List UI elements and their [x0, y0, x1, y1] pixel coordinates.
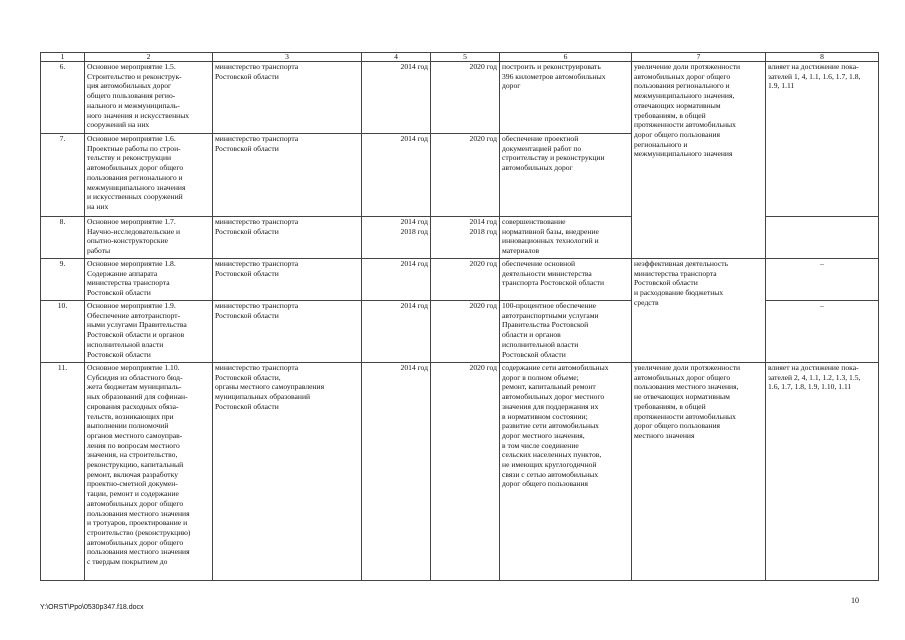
result-cell [500, 217, 632, 259]
cell-text-line: в нормативном состоянии; [502, 411, 588, 421]
cell-text-line: Ростовской области, [215, 372, 281, 382]
cell-text-line: 2014 год [400, 62, 428, 71]
cell-text-line: инновационных технологий и [502, 236, 599, 246]
cell-text-line: совершенствование [502, 217, 566, 226]
cell-text-line: министерство транспорта [215, 62, 299, 71]
result-cell [500, 259, 632, 301]
measure-cell [85, 62, 213, 134]
cell-text-line: и расходование бюджетных [634, 288, 724, 298]
cell-text-line: Основное мероприятие 1.6. [87, 134, 176, 143]
row-number: 6. [41, 62, 85, 134]
indicators-dash: – [766, 301, 879, 363]
cell-text-line: органы местного самоуправления [215, 382, 325, 392]
cell-text-line: Ростовской области и органов [87, 330, 185, 340]
cell-text-line: автомобильных дорог общего [87, 498, 184, 508]
cell-text-line: 1.6, 1.7, 1.8, 1.9, 1.10, 1.11 [768, 382, 852, 392]
cell-text-line: в том числе соединение [502, 440, 579, 450]
cell-text-line: протяженности автомобильных [634, 411, 736, 421]
table-row [41, 259, 879, 301]
cell-text-line: связи с сетью автомобильных [502, 469, 599, 479]
cell-text-line: влияет на достижение пока- [768, 363, 859, 372]
cell-text-line: и тротуаров, проектирование и [87, 518, 188, 528]
cell-text-line: и искусственных сооружений [87, 192, 183, 202]
column-number: 6 [500, 53, 632, 62]
measure-cell [85, 363, 213, 581]
cell-text-line: Ростовской области [87, 349, 151, 359]
cell-text-line: обеспечение проектной [502, 134, 579, 143]
cell-text-line: дорог [502, 81, 521, 91]
table-row [41, 62, 879, 134]
cell-text-line: Основное мероприятие 1.5. [87, 62, 176, 71]
cell-text-line: проектно-сметной докумен- [87, 479, 178, 489]
cell-text-line: влияет на достижение пока- [768, 62, 859, 71]
cell-text-line: материалов [502, 246, 540, 256]
cell-text-line: Проектные работы по строи- [87, 143, 181, 153]
cell-text-line: построить и реконструировать [502, 62, 601, 71]
measure-cell [85, 217, 213, 259]
cell-text-line: пользования регионального и [634, 81, 730, 91]
cell-text-line: 396 километров автомобильных [502, 71, 606, 81]
cell-text-line: с твердым покрытием до [87, 557, 168, 567]
end-year-cell [431, 363, 500, 581]
cell-text-line: Ростовской области [215, 71, 279, 81]
cell-text-line: 2014 год [469, 217, 497, 226]
cell-text-line: Основное мероприятие 1.9. [87, 301, 176, 310]
row-number: 9. [41, 259, 85, 301]
row-number: 8. [41, 217, 85, 259]
cell-text-line: области и органов [502, 330, 561, 340]
cell-text-line: министерства транспорта [634, 268, 717, 278]
cell-text-line: 2020 год [469, 363, 497, 372]
cell-text-line: 1.9, 1.11 [768, 81, 795, 91]
cell-text-line: Основное мероприятие 1.8. [87, 259, 176, 268]
end-year-cell [431, 301, 500, 363]
cell-text-line: 2020 год [469, 134, 497, 143]
cell-text-line: пользования регионального и [87, 172, 183, 182]
cell-text-line: Строительство и реконструк- [87, 71, 182, 81]
cell-text-line: зателей 1, 4, 1.1, 1.6, 1.7, 1.8, [768, 71, 861, 81]
column-number: 2 [85, 53, 213, 62]
cell-text-line: автомобильных дорог общего [634, 372, 731, 382]
indicators-cell [766, 363, 879, 581]
cell-text-line: транспорта Ростовской области [502, 278, 605, 288]
cell-text-line: Субсидия из областного бюд- [87, 372, 183, 382]
cell-text-line: министерство транспорта [215, 301, 299, 310]
table-row [41, 363, 879, 581]
cell-text-line: работы [87, 246, 111, 256]
cell-text-line: неэффективная деятельность [634, 259, 729, 268]
cell-text-line: ремонт, включая разработку [87, 469, 178, 479]
cell-text-line: министерство транспорта [215, 363, 299, 372]
cell-text-line: сельских населенных пунктов, [502, 450, 602, 460]
column-number-row [41, 53, 879, 62]
cell-text-line: общего пользования регио- [87, 91, 176, 101]
cell-text-line: реконструкцию, капитальный [87, 460, 184, 470]
cell-text-line: сооружений на них [87, 120, 150, 130]
cell-text-line: 2018 год [400, 226, 428, 236]
column-number: 4 [362, 53, 431, 62]
executor-cell [213, 217, 362, 259]
cell-text-line: значения для поддержания их [502, 401, 599, 411]
cell-text-line: увеличение доли протяженности [634, 62, 741, 71]
cell-text-line: исполнительной власти [502, 339, 579, 349]
cell-text-line: регионального и [634, 139, 688, 149]
cell-text-line: ремонт, капитальный ремонт [502, 382, 596, 392]
executor-cell [213, 259, 362, 301]
cell-text-line: 100-процентное обеспечение [502, 301, 597, 310]
executor-cell [213, 134, 362, 217]
executor-cell [213, 363, 362, 581]
cell-text-line: 2014 год [400, 259, 428, 268]
measure-cell [85, 134, 213, 217]
row-number: 10. [41, 301, 85, 363]
program-measures-table [40, 52, 879, 581]
end-year-cell [431, 134, 500, 217]
column-number: 5 [431, 53, 500, 62]
cell-text-line: Ростовской области [215, 401, 279, 411]
cell-text-line: Ростовской области [87, 288, 151, 298]
column-number: 8 [766, 53, 879, 62]
cell-text-line: опытно-конструкторские [87, 236, 169, 246]
cell-text-line: ных образований для софинан- [87, 392, 188, 402]
cell-text-line: министерства транспорта [87, 278, 170, 288]
cell-text-line: Основное мероприятие 1.7. [87, 217, 176, 226]
cell-text-line: 2014 год [400, 363, 428, 372]
cell-text-line: дорог общего пользования [634, 129, 721, 139]
cell-text-line: выполнении полномочий [87, 421, 169, 431]
start-year-cell [362, 217, 431, 259]
cell-text-line: дорог в полном объеме; [502, 372, 579, 382]
cell-text-line: средств [634, 297, 659, 307]
cell-text-line: содержание сети автомобильных [502, 363, 609, 372]
end-year-cell [431, 259, 500, 301]
cell-text-line: строительство (реконструкцию) [87, 527, 191, 537]
cell-text-line: Основное мероприятие 1.10. [87, 363, 180, 372]
cell-text-line: требованиям, в общей [634, 110, 706, 120]
cell-text-line: пользования местного значения [87, 508, 190, 518]
measure-cell [85, 259, 213, 301]
cell-text-line: автомобильных дорог местного [502, 392, 605, 402]
indicators-dash: – [766, 259, 879, 301]
cell-text-line: Научно-исследовательские и [87, 226, 181, 236]
result-cell [500, 301, 632, 363]
end-year-cell [431, 217, 500, 259]
document-file-path: Y:\ORST\Ppo\0530p347.f18.docx [40, 604, 144, 611]
result-cell [500, 134, 632, 217]
cell-text-line: сирования расходных обяза- [87, 401, 179, 411]
cell-text-line: дорог местного значения, [502, 430, 585, 440]
measure-cell [85, 301, 213, 363]
start-year-cell [362, 259, 431, 301]
cell-text-line: муниципальных образований [215, 392, 311, 402]
cell-text-line: строительству и реконструкции [502, 153, 605, 163]
cell-text-line: 2020 год [469, 301, 497, 310]
start-year-cell [362, 301, 431, 363]
cell-text-line: межмуниципального значения, [634, 91, 735, 101]
indicators-cell [766, 217, 879, 259]
cell-text-line: 2014 год [400, 301, 428, 310]
result-cell [500, 363, 632, 581]
cell-text-line: отвечающих нормативным [634, 100, 721, 110]
cell-text-line: ления по вопросам местного [87, 440, 180, 450]
cell-text-line: автомобильных дорог общего [634, 71, 731, 81]
cell-text-line: местного значения [634, 430, 695, 440]
cell-text-line: жета бюджетам муниципаль- [87, 382, 182, 392]
result-cell [500, 62, 632, 134]
cell-text-line: дорог общего пользования [502, 479, 589, 489]
indicators-cell [766, 62, 879, 217]
start-year-cell [362, 363, 431, 581]
column-number: 3 [213, 53, 362, 62]
cell-text-line: Содержание аппарата [87, 268, 158, 278]
cell-text-line: обеспечение основной [502, 259, 576, 268]
consequence-cell [632, 259, 766, 363]
cell-text-line: Ростовской области [215, 268, 279, 278]
cell-text-line: 2020 год [469, 62, 497, 71]
consequence-cell [632, 363, 766, 581]
cell-text-line: Ростовской области [215, 226, 279, 236]
cell-text-line: на них [87, 201, 109, 211]
cell-text-line: 2020 год [469, 259, 497, 268]
cell-text-line: автомобильных дорог [502, 163, 573, 173]
end-year-cell [431, 62, 500, 134]
column-number: 1 [41, 53, 85, 62]
cell-text-line: межмуниципального значения [634, 149, 733, 159]
cell-text-line: тельству и реконструкции [87, 153, 172, 163]
cell-text-line: нального и межмуниципаль- [87, 100, 180, 110]
cell-text-line: значения, на строительство, [87, 450, 178, 460]
cell-text-line: Правительства Ростовской [502, 320, 589, 330]
row-number: 11. [41, 363, 85, 581]
start-year-cell [362, 62, 431, 134]
cell-text-line: пользования местного значения [87, 547, 190, 557]
cell-text-line: тации, ремонт и содержание [87, 489, 179, 499]
cell-text-line: министерство транспорта [215, 259, 299, 268]
cell-text-line: зателей 2, 4, 1.1, 1.2, 1.3, 1.5, [768, 372, 861, 382]
cell-text-line: министерство транспорта [215, 134, 299, 143]
cell-text-line: автомобильных дорог общего [87, 163, 184, 173]
cell-text-line: требованиям, в общей [634, 401, 706, 411]
cell-text-line: Ростовской области [634, 278, 698, 288]
cell-text-line: межмуниципального значения [87, 182, 186, 192]
cell-text-line: Ростовской области [215, 310, 279, 320]
cell-text-line: Ростовской области [502, 349, 566, 359]
cell-text-line: 2014 год [400, 134, 428, 143]
start-year-cell [362, 134, 431, 217]
consequence-cell [632, 62, 766, 259]
column-number: 7 [632, 53, 766, 62]
cell-text-line: исполнительной власти [87, 339, 164, 349]
cell-text-line: министерство транспорта [215, 217, 299, 226]
cell-text-line: деятельности министерства [502, 268, 592, 278]
cell-text-line: нормативной базы, внедрение [502, 226, 599, 236]
cell-text-line: документацией работ по [502, 143, 582, 153]
row-number: 7. [41, 134, 85, 217]
cell-text-line: развитие сети автомобильных [502, 421, 599, 431]
cell-text-line: ными услугами Правительства [87, 320, 187, 330]
executor-cell [213, 62, 362, 134]
cell-text-line: не имеющих круглогодичной [502, 460, 597, 470]
cell-text-line: пользования местного значения, [634, 382, 739, 392]
cell-text-line: не отвечающих нормативным [634, 392, 730, 402]
cell-text-line: Обеспечение автотранспорт- [87, 310, 181, 320]
cell-text-line: дорог общего пользования [634, 421, 721, 431]
page-number: 10 [851, 596, 859, 605]
cell-text-line: 2014 год [400, 217, 428, 226]
cell-text-line: протяженности автомобильных [634, 120, 736, 130]
cell-text-line: тельств, возникающих при [87, 411, 174, 421]
cell-text-line: ного значения и искусственных [87, 110, 190, 120]
cell-text-line: 2018 год [469, 226, 497, 236]
cell-text-line: автотранспортными услугами [502, 310, 599, 320]
cell-text-line: Ростовской области [215, 143, 279, 153]
cell-text-line: ция автомобильных дорог [87, 81, 172, 91]
cell-text-line: увеличение доли протяженности [634, 363, 741, 372]
executor-cell [213, 301, 362, 363]
cell-text-line: органов местного самоуправ- [87, 430, 183, 440]
cell-text-line: автомобильных дорог общего [87, 537, 184, 547]
